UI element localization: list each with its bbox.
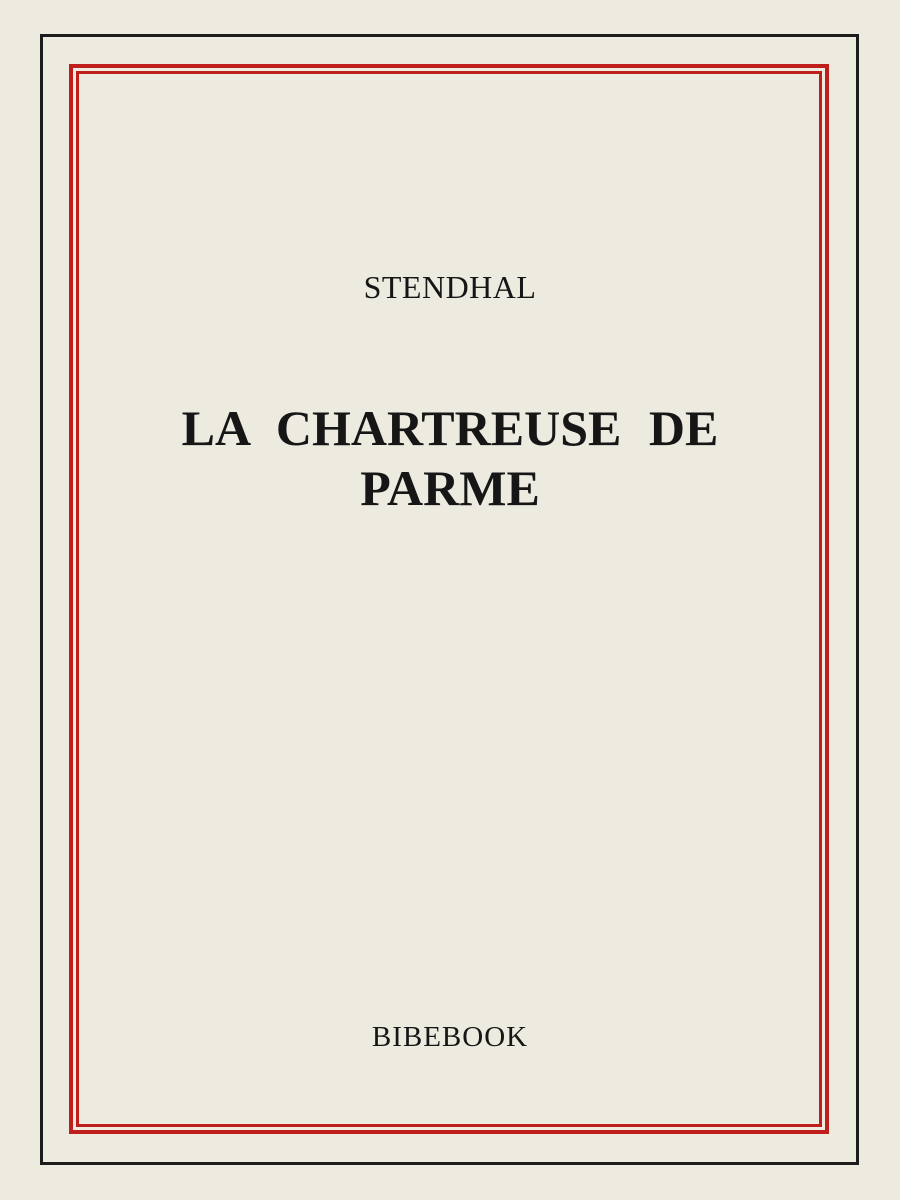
book-title-line-1: LA CHARTREUSE DE — [181, 400, 719, 456]
outer-black-frame — [40, 34, 859, 1165]
red-double-rule-inner — [76, 71, 822, 1127]
book-title-line-2: PARME — [360, 460, 540, 516]
publisher-name: BIBEBOOK — [371, 1021, 529, 1053]
red-double-rule-outer — [69, 64, 829, 1134]
author-name: STENDHAL — [363, 269, 537, 305]
